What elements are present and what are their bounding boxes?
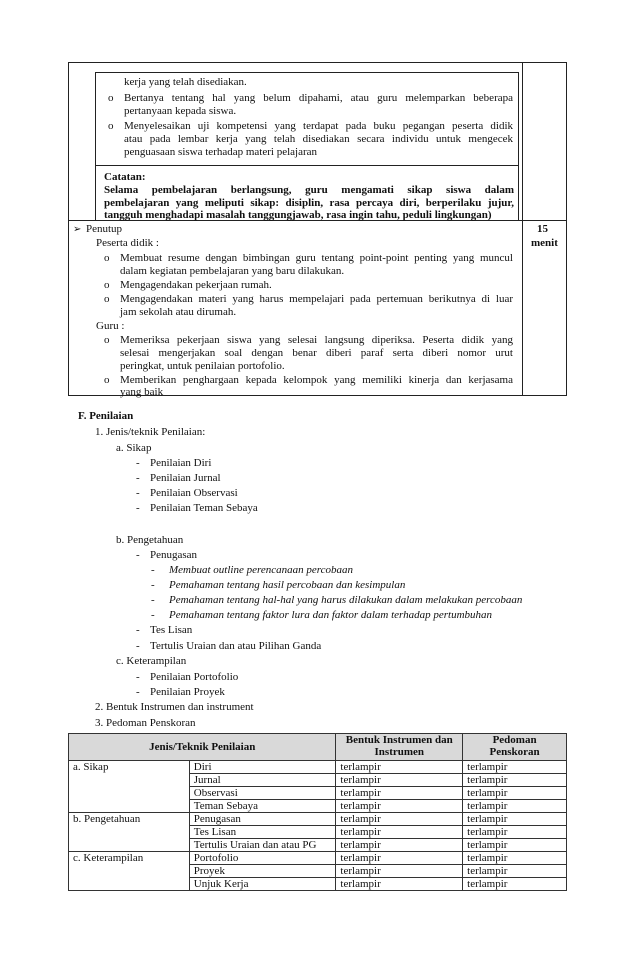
instrument-cell: terlampir — [336, 852, 463, 865]
dash: - — [136, 472, 140, 484]
subitem-sikap: a. Sikap — [116, 442, 152, 454]
tes-lisan: Tes Lisan — [150, 624, 193, 636]
sikap-item: Penilaian Jurnal — [150, 472, 221, 484]
scoring-cell: terlampir — [463, 813, 567, 826]
header-jenis: Jenis/Teknik Penilaian — [69, 734, 336, 761]
guru-line: Memeriksa pekerjaan siswa yang selesai langsung diperiksa. Peserta didik yang — [120, 334, 513, 346]
dash: - — [151, 579, 155, 591]
instrument-cell: terlampir — [336, 761, 463, 774]
catatan-line: Selama pembelajaran berlangsung, guru mengamati sikap siswa dalam — [104, 184, 514, 196]
category-cell: a. Sikap — [69, 761, 190, 774]
penugasan-label: Penugasan — [150, 549, 198, 561]
category-cell — [69, 878, 190, 891]
peserta-line: Mengagendakan materi yang harus mempelajari pada pertemuan berikutnya di luar — [120, 293, 513, 305]
bullet: o — [104, 279, 110, 291]
peserta-line: dalam kegiatan pembelajaran yang baru dilakukan. — [120, 265, 345, 277]
category-cell — [69, 839, 190, 852]
table-row — [69, 865, 567, 878]
table-row — [69, 774, 567, 787]
table-row — [69, 787, 567, 800]
table-row — [69, 761, 567, 774]
dash: - — [151, 564, 155, 576]
instrument-cell: terlampir — [336, 878, 463, 891]
dash: - — [136, 671, 140, 683]
catatan-title: Catatan: — [104, 171, 146, 183]
table-row — [69, 878, 567, 891]
category-cell — [69, 787, 190, 800]
peserta-line: Mengagendakan pekerjaan rumah. — [120, 279, 272, 291]
category-cell — [69, 774, 190, 787]
dash: - — [151, 609, 155, 621]
penugasan-item: Membuat outline perencanaan percobaan — [169, 564, 354, 576]
peserta-label: Peserta didik : — [96, 237, 159, 249]
technique-cell: Teman Sebaya — [189, 800, 336, 813]
scoring-cell: terlampir — [463, 774, 567, 787]
activity-line: pertanyaan kepada siswa. — [124, 105, 237, 117]
guru-line: Memberikan penghargaan kepada kelompok yang memiliki kinerja dan kerjasama — [120, 374, 513, 386]
peserta-line: jam sekolah atau dirumah. — [120, 306, 237, 318]
peserta-line: Membuat resume dengan bimbingan guru tentang point-point penting yang muncul — [120, 252, 513, 264]
sikap-item: Penilaian Diri — [150, 457, 212, 469]
guru-label: Guru : — [96, 320, 125, 332]
instrument-cell: terlampir — [336, 800, 463, 813]
table-row — [69, 826, 567, 839]
catatan-line: pembelajaran yang meliputi sikap: disiplin, rasa percaya diri, berperilaku jujur, — [104, 197, 514, 209]
keterampilan-item: Penilaian Portofolio — [150, 671, 239, 683]
instrument-cell: terlampir — [336, 774, 463, 787]
bullet: o — [104, 293, 110, 305]
technique-cell: Tertulis Uraian dan atau PG — [189, 839, 336, 852]
table-row — [69, 852, 567, 865]
technique-cell: Proyek — [189, 865, 336, 878]
activity-line: Menyelesaikan uji kompetensi yang terdapat pada buku pegangan peserta didik — [124, 120, 513, 132]
scoring-cell: terlampir — [463, 787, 567, 800]
penugasan-item: Pemahaman tentang faktor lura dan faktor dalam terhadap pertumbuhan — [169, 609, 493, 621]
guru-line: selesai mengerjakan soal dengan benar diberi paraf serta diberi nomor urut — [120, 347, 513, 359]
category-cell — [69, 865, 190, 878]
technique-cell: Penugasan — [189, 813, 336, 826]
instrument-cell: terlampir — [336, 839, 463, 852]
bullet: o — [104, 252, 110, 264]
dash: - — [151, 594, 155, 606]
penugasan-item: Pemahaman tentang hasil percobaan dan kesimpulan — [169, 579, 406, 591]
technique-cell: Portofolio — [189, 852, 336, 865]
section-heading: F. Penilaian — [78, 410, 134, 422]
technique-cell: Unjuk Kerja — [189, 878, 336, 891]
subitem-pengetahuan: b. Pengetahuan — [116, 534, 184, 546]
category-cell: b. Pengetahuan — [69, 813, 190, 826]
instrument-cell: terlampir — [336, 826, 463, 839]
list-item-3: 3. Pedoman Penskoran — [95, 717, 196, 729]
arrow-bullet-icon: ➢ — [73, 224, 82, 235]
penugasan-item: Pemahaman tentang hal-hal yang harus dilakukan dalam melakukan percobaan — [169, 594, 523, 606]
list-item-2: 2. Bentuk Instrumen dan instrument — [95, 701, 254, 713]
duration-number: 15 — [537, 223, 548, 235]
guru-line: yang baik — [120, 386, 164, 398]
sikap-item: Penilaian Teman Sebaya — [150, 502, 258, 514]
activity-line: penguasaan siswa terhadap materi pelajaran — [124, 146, 318, 158]
bullet: o — [104, 334, 110, 346]
header-bentuk: Bentuk Instrumen dan Instrumen — [336, 734, 463, 761]
list-item-1: 1. Jenis/teknik Penilaian: — [95, 426, 206, 438]
dash: - — [136, 549, 140, 561]
scoring-cell: terlampir — [463, 852, 567, 865]
activity-line: kerja yang telah disediakan. — [124, 76, 247, 88]
bullet: o — [104, 374, 110, 386]
dash: - — [136, 487, 140, 499]
instrument-cell: terlampir — [336, 787, 463, 800]
bullet: o — [108, 120, 114, 132]
dash: - — [136, 624, 140, 636]
penutup-label: Penutup — [86, 223, 123, 235]
sikap-item: Penilaian Observasi — [150, 487, 238, 499]
subitem-keterampilan: c. Keterampilan — [116, 655, 187, 667]
technique-cell: Observasi — [189, 787, 336, 800]
guru-line: peringkat, untuk penilaian portofolio. — [120, 360, 285, 372]
scoring-cell: terlampir — [463, 800, 567, 813]
category-cell: c. Keterampilan — [69, 852, 190, 865]
dash: - — [136, 686, 140, 698]
table-row — [69, 839, 567, 852]
technique-cell: Tes Lisan — [189, 826, 336, 839]
table-row — [69, 813, 567, 826]
dash: - — [136, 502, 140, 514]
instrument-cell: terlampir — [336, 813, 463, 826]
dash: - — [136, 457, 140, 469]
activity-line: atau pada lembar kerja yang telah disediakan secara individu untuk mengecek — [124, 133, 513, 145]
tertulis: Tertulis Uraian dan atau Pilihan Ganda — [150, 640, 322, 652]
instrument-cell: terlampir — [336, 865, 463, 878]
scoring-cell: terlampir — [463, 839, 567, 852]
scoring-cell: terlampir — [463, 865, 567, 878]
header-pedoman: Pedoman Penskoran — [463, 734, 567, 761]
catatan-line: tangguh menghadapi masalah tanggungjawab, rasa ingin tahu, peduli lingkungan) — [104, 209, 492, 221]
scoring-cell: terlampir — [463, 878, 567, 891]
penskoran-table — [68, 733, 567, 891]
technique-cell: Jurnal — [189, 774, 336, 787]
scoring-cell: terlampir — [463, 826, 567, 839]
duration-unit: menit — [531, 237, 558, 249]
category-cell — [69, 826, 190, 839]
technique-cell: Diri — [189, 761, 336, 774]
keterampilan-item: Penilaian Proyek — [150, 686, 225, 698]
bullet: o — [108, 92, 114, 104]
activity-line: Bertanya tentang hal yang belum dipahami, atau guru melemparkan beberapa — [124, 92, 513, 104]
dash: - — [136, 640, 140, 652]
table-row — [69, 800, 567, 813]
table-header-row — [69, 734, 567, 761]
category-cell — [69, 800, 190, 813]
scoring-cell: terlampir — [463, 761, 567, 774]
